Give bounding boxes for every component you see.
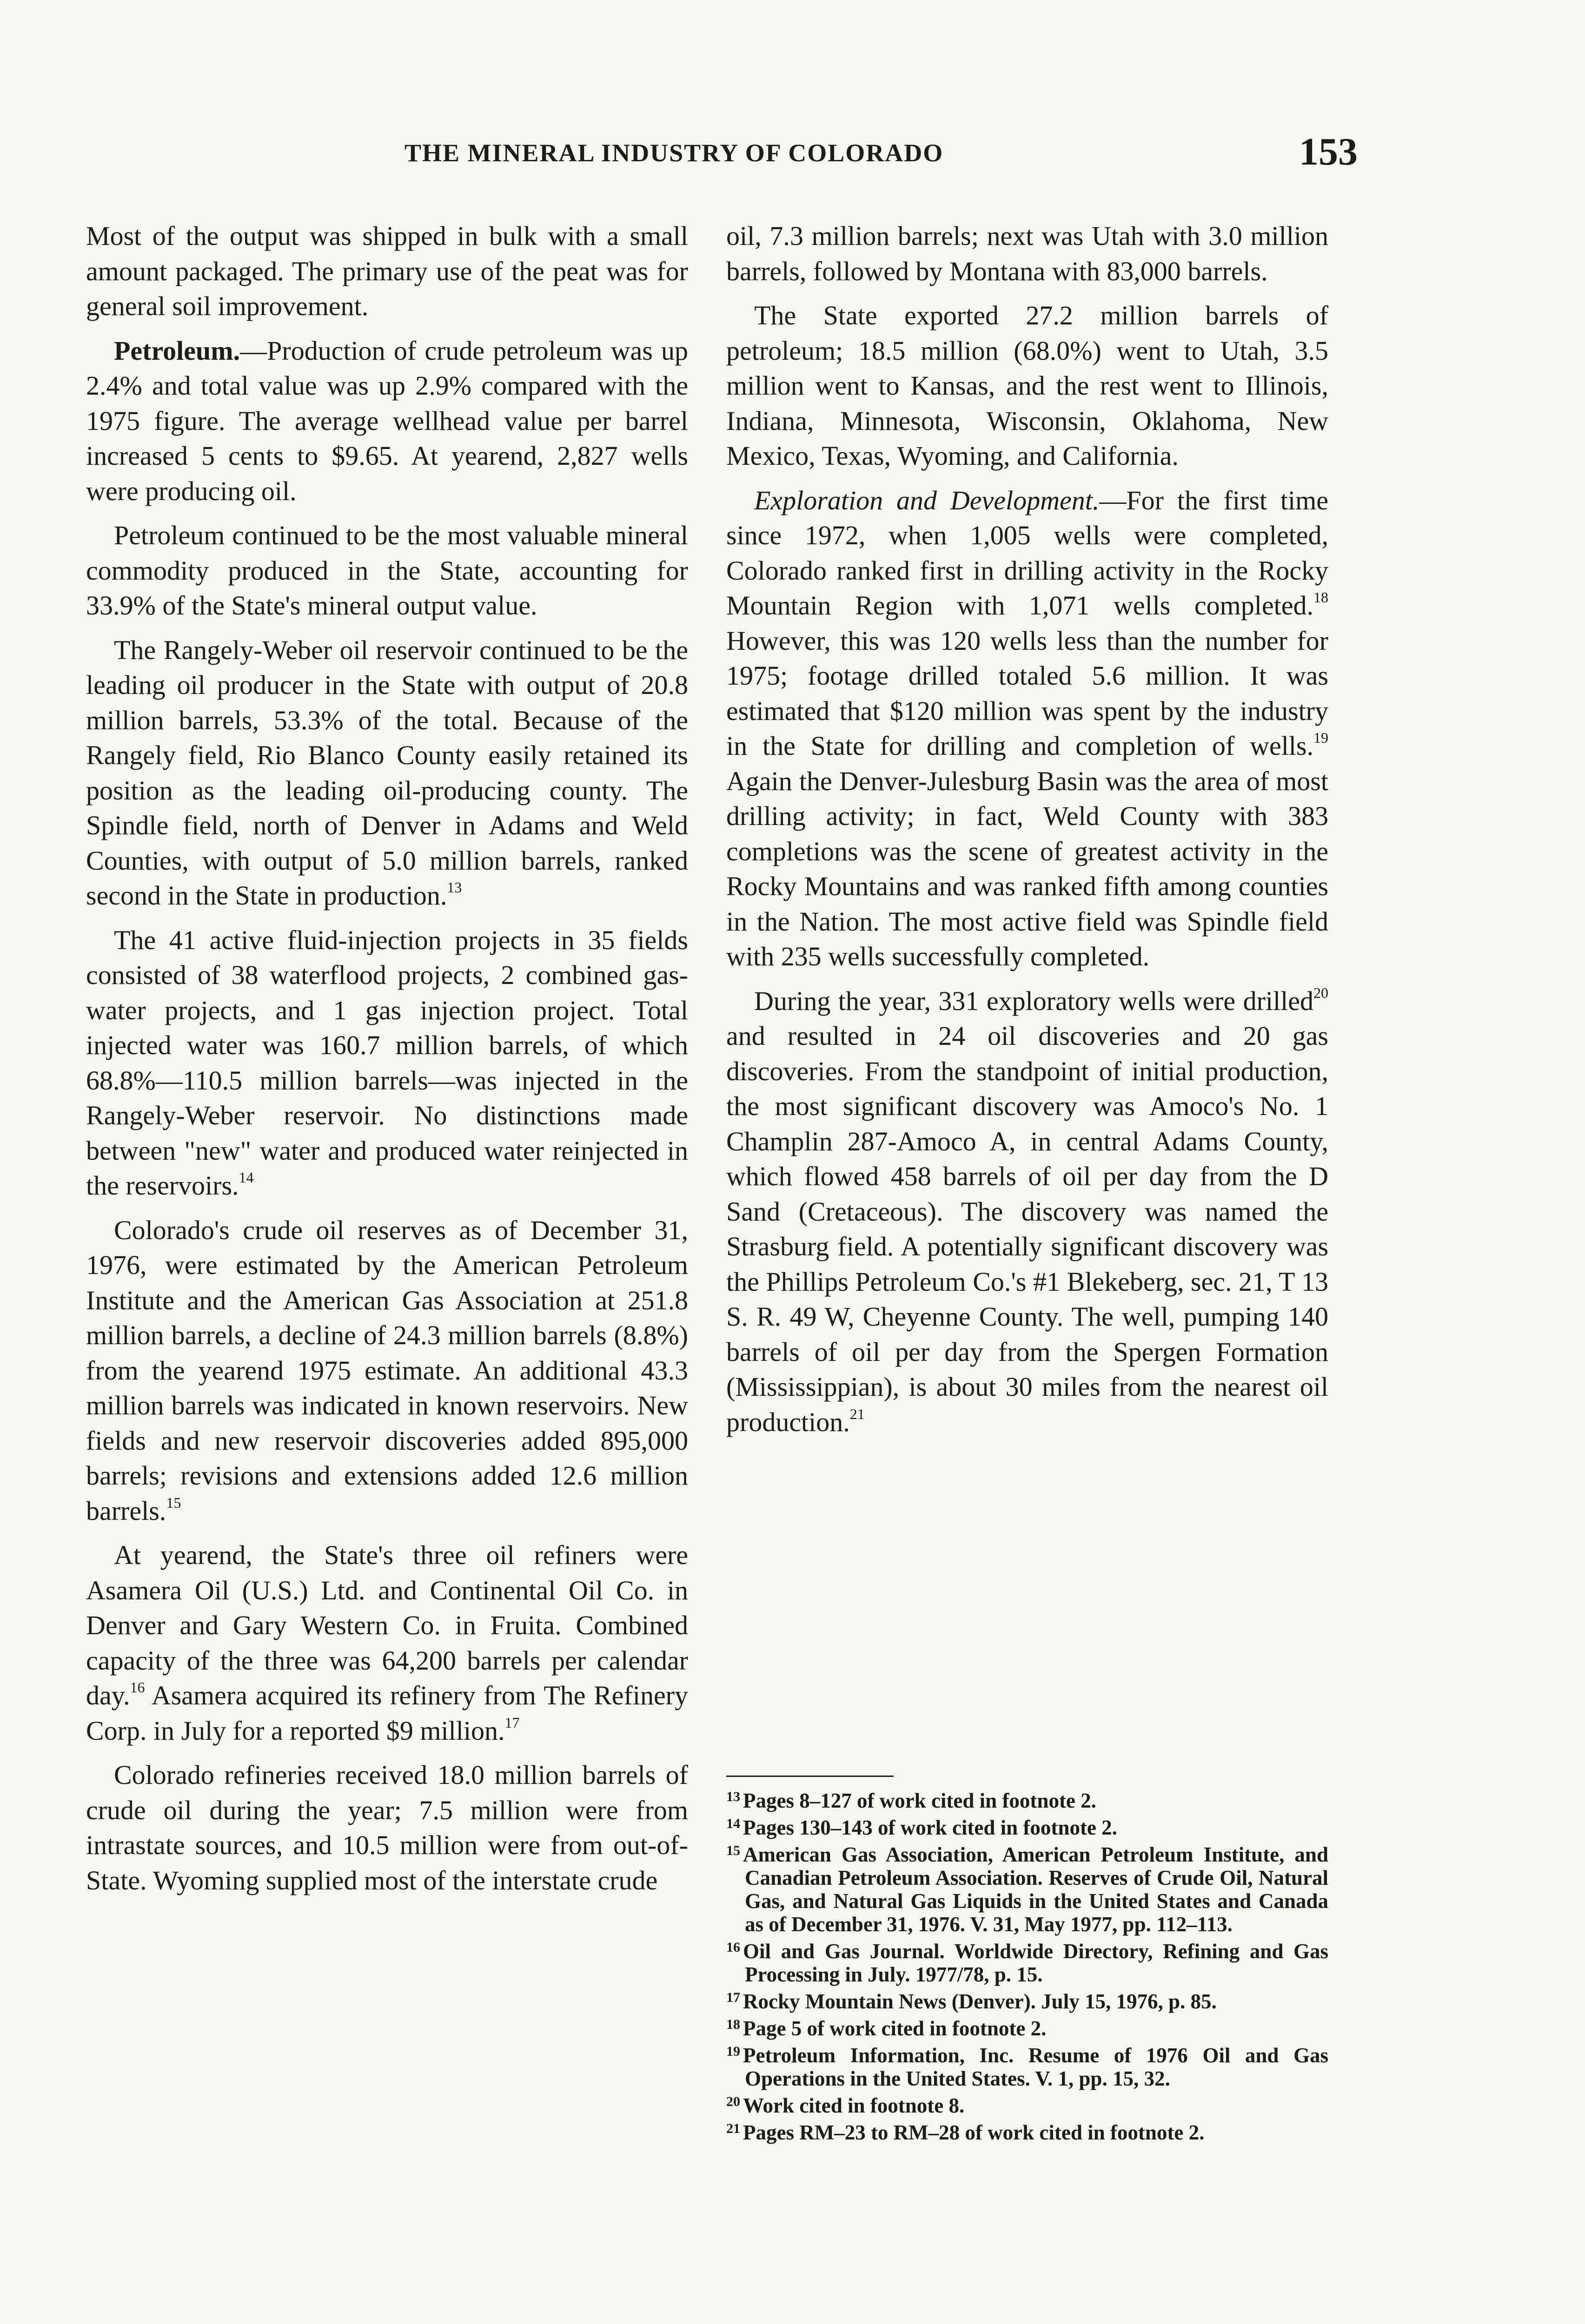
right-column [726,218,1328,1449]
footnote-ref: 17 [504,1714,520,1731]
footnote-text: Pages RM–23 to RM–28 of work cited in footnote 2. [743,2121,1205,2144]
footnote-21 [726,2117,1328,2144]
footnote-text: Work cited in footnote 8. [743,2094,965,2117]
paragraph-exploration [726,483,1328,974]
footnote-text: Rocky Mountain News (Denver). July 15, 1976, p. 85. [743,1990,1217,2013]
footnote-text: Pages 8–127 of work cited in footnote 2. [743,1789,1096,1812]
running-head: THE MINERAL INDUSTRY OF COLORADO [405,139,944,167]
paragraph-text: —For the first time since 1972, when 1,005 wells were completed, Colorado ranked first in drilling activity in the Rocky Mountain Region with 1,071 wells completed. [726,485,1328,621]
footnote-text: Pages 130–143 of work cited in footnote 2. [743,1816,1117,1839]
paragraph-text: However, this was 120 wells less than the number for 1975; footage drilled totaled 5.6 million. It was estimated that $120 million was spent by the industry in the State for drilling and completion of wells. [726,625,1328,761]
footnote-ref: 18 [1313,589,1328,606]
footnote-ref: 15 [166,1494,181,1511]
footnote-18 [726,2013,1328,2040]
section-heading-exploration: Exploration and Development. [754,485,1100,515]
footnote-ref: 13 [447,879,462,896]
footnote-divider [726,1776,894,1777]
footnote-17 [726,1986,1328,2013]
paragraph-exports [726,298,1328,474]
paragraph-text: The 41 active fluid-injection projects in 35 fields consisted of 38 waterflood projects, 2 combined gas-water projects, and 1 gas injection project. Total injected water was 160.7 million barrels, of which 68.8%—110.5 million barrels—was injected in the Rangely-Weber reservoir. No distinctions made between "new" water and produced water reinjected in the reservoirs. [86,924,688,1201]
footnote-ref: 16 [130,1679,145,1696]
footnote-ref: 19 [1313,729,1328,746]
footnote-text: Page 5 of work cited in footnote 2. [743,2017,1047,2040]
footnote-number: 16 [726,1940,740,1955]
paragraph-text: During the year, 331 exploratory wells were drilled [754,985,1313,1016]
footnote-20 [726,2090,1328,2117]
footnote-number: 18 [726,2017,740,2032]
left-column [86,218,688,1907]
paragraph-text: Colorado refineries received 18.0 million barrels of crude oil during the year; 7.5 million were from intrastate sources, and 10.5 million were from out-of-State. Wyoming supplied most of the interstate crude [86,1760,688,1895]
footnote-number: 21 [726,2121,740,2136]
footnote-text: Petroleum Information, Inc. Resume of 1976 Oil and Gas Operations in the United States. V. 1, pp. 15, 32. [743,2044,1328,2090]
footnote-ref: 14 [239,1169,254,1186]
paragraph-text: At yearend, the State's three oil refiners were Asamera Oil (U.S.) Ltd. and Continental Oil Co. in Denver and Gary Western Co. in Fruita. Combined capacity of the three was 64,200 barrels per calendar day. [86,1540,688,1710]
footnote-ref: 20 [1313,984,1328,1001]
paragraph-rangely-weber [86,633,688,913]
paragraph-text: The Rangely-Weber oil reservoir continued to be the leading oil producer in the State with output of 20.8 million barrels, 53.3% of the total. Because of the Rangely field, Rio Blanco County easily retained its position as the leading oil-producing county. The Spindle field, north of Denver in Adams and Weld Counties, with output of 5.0 million barrels, ranked second in the State in production. [86,634,688,911]
paragraph-text: —Production of crude petroleum was up 2.4% and total value was up 2.9% compared with the 1975 figure. The average wellhead value per barrel increased 5 cents to $9.65. At yearend, 2,827 wells were producing oil. [86,335,688,506]
footnote-number: 17 [726,1990,740,2005]
paragraph-refineries-received [86,1757,688,1898]
footnotes [726,1776,1328,2144]
footnote-14 [726,1812,1328,1839]
section-heading-petroleum: Petroleum. [114,335,240,366]
page-number: 153 [1299,130,1358,173]
footnote-15 [726,1839,1328,1936]
paragraph-text: Again the Denver-Julesburg Basin was the area of most drilling activity; in fact, Weld County with 383 completions was the scene of greatest activity in the Rocky Mountains and was ranked fifth among counties in the Nation. The most active field was Spindle field with 235 wells successfully completed. [726,766,1328,971]
paragraph-reserves [86,1213,688,1529]
footnote-number: 19 [726,2044,740,2059]
footnote-number: 14 [726,1816,740,1831]
footnote-16 [726,1936,1328,1986]
footnote-text: Oil and Gas Journal. Worldwide Directory, Refining and Gas Processing in July. 1977/78, p. 15. [743,1940,1328,1986]
paragraph-text: and resulted in 24 oil discoveries and 20 gas discoveries. From the standpoint of initial production, the most significant discovery was Amoco's No. 1 Champlin 287-Amoco A, in central Adams County, which flowed 458 barrels of oil per day from the D Sand (Cretaceous). The discovery was named the Strasburg field. A potentially significant discovery was the Phillips Petroleum Co.'s #1 Blekeberg, sec. 21, T 13 S. R. 49 W, Cheyenne County. The well, pumping 140 barrels of oil per day from the Spergen Formation (Mississippian), is about 30 miles from the nearest oil production. [726,1021,1328,1437]
page-header [102,129,1358,194]
paragraph-exploratory-wells [726,984,1328,1440]
footnote-number: 20 [726,2094,740,2109]
footnote-13 [726,1785,1328,1812]
paragraph-petroleum [86,333,688,509]
paragraph-text: The State exported 27.2 million barrels of petroleum; 18.5 million (68.0%) went to Utah, 3.5 million went to Kansas, and the rest went to Illinois, Indiana, Minnesota, Wisconsin, Oklahoma, New Mexico, Texas, Wyoming, and California. [726,300,1328,471]
footnote-text: American Gas Association, American Petroleum Institute, and Canadian Petroleum Association. Reserves of Crude Oil, Natural Gas, and Natural Gas Liquids in the United States and Canada as of December 31, 1976. V. 31, May 1977, pp. 112–113. [743,1843,1328,1936]
footnote-19 [726,2040,1328,2090]
footnote-ref: 21 [849,1405,865,1422]
paragraph-continued [726,218,1328,289]
footnote-number: 13 [726,1789,740,1804]
paragraph-valuable-commodity [86,518,688,623]
paragraph-fluid-injection [86,923,688,1203]
footnote-number: 15 [726,1843,740,1858]
paragraph-text: oil, 7.3 million barrels; next was Utah with 3.0 million barrels, followed by Montana with 83,000 barrels. [726,221,1328,286]
paragraph-refiners [86,1538,688,1748]
paragraph-text: Colorado's crude oil reserves as of December 31, 1976, were estimated by the American Petroleum Institute and the American Gas Association at 251.8 million barrels, a decline of 24.3 million barrels (8.8%) from the yearend 1975 estimate. An additional 43.3 million barrels was indicated in known reservoirs. New fields and new reservoir discoveries added 895,000 barrels; revisions and extensions added 12.6 million barrels. [86,1215,688,1526]
paragraph-text: Asamera acquired its refinery from The Refinery Corp. in July for a reported $9 million. [86,1680,688,1746]
paragraph-text: Most of the output was shipped in bulk with a small amount packaged. The primary use of the peat was for general soil improvement. [86,221,688,321]
footnote-list [726,1785,1328,2144]
paragraph-text: Petroleum continued to be the most valuable mineral commodity produced in the State, accounting for 33.9% of the State's mineral output value. [86,520,688,621]
paragraph-peat [86,218,688,324]
